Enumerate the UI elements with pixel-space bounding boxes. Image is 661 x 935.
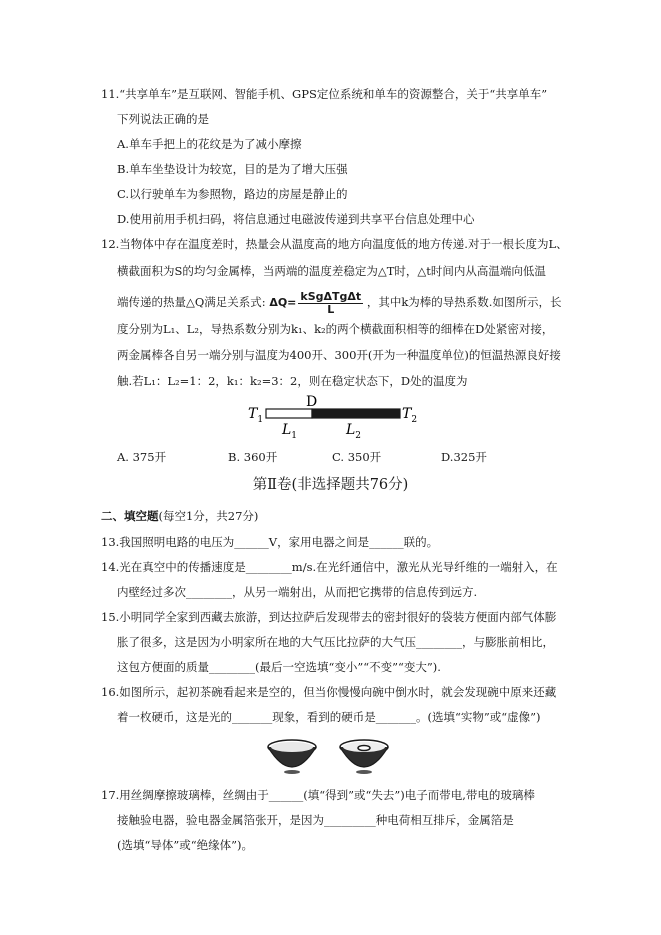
q12-line-2: 横截面积为S的均匀金属棒，当两端的温度差稳定为△T时，△t时间内从高温端向低温 (117, 264, 546, 278)
q12-line-3-after: ，其中k为棒的导热系数.如图所示，长 (366, 295, 562, 309)
q12-choice-c: C. 350开 (332, 450, 382, 464)
q11-stem-line-2: 下列说法正确的是 (117, 112, 209, 126)
rod-l2-segment (312, 409, 400, 418)
label-t1: $T_1$ (248, 406, 264, 425)
empty-bowl (268, 740, 316, 774)
coin-icon (358, 746, 370, 751)
label-t2: $T_2$ (402, 406, 418, 425)
fill-section-heading (101, 508, 258, 524)
q16-line-1: 16.如图所示，起初茶碗看起来是空的，但当你慢慢向碗中倒水时，就会发现碗中原来还藏 (101, 685, 557, 699)
formula-numerator: kSgΔTgΔt (300, 289, 362, 303)
q17-line-2: 接触验电器，验电器金属箔张开，是因为_________种电荷相互排斥，金属箔是 (117, 813, 514, 827)
rod-diagram (244, 394, 424, 440)
formula-denominator: L (327, 302, 335, 316)
q11-option-b: B.单车坐垫设计为较宽，目的是为了增大压强 (117, 162, 348, 176)
q15-line-1: 15.小明同学全家到西藏去旅游，到达拉萨后发现带去的密封很好的袋装方便面内部气体膨 (101, 610, 557, 624)
q12-line-3 (117, 289, 561, 316)
q14-line-1: 14.光在真空中的传播速度是________m/s.在光纤通信中，激光从光导纤维的一端射入，在 (101, 560, 558, 574)
q12-line-6: 触.若L₁：L₂=1：2，k₁：k₂=3：2，则在稳定状态下，D处的温度为 (117, 374, 468, 388)
q12-line-5: 两金属棒各自另一端分别与温度为400开、300开(开为一种温度单位)的恒温热源良好接 (117, 348, 561, 362)
fill-heading-note: (每空1分，共27分) (158, 509, 259, 523)
q12-line-1: 12.当物体中存在温度差时，热量会从温度高的地方向温度低的地方传递.对于一根长度为L、 (101, 237, 568, 251)
bowl-with-water (340, 740, 388, 774)
q11-option-d: D.使用前用手机扫码，将信息通过电磁波传递到共享平台信息处理中心 (117, 212, 475, 226)
q12-line-4: 度分别为L₁、L₂，导热系数分别为k₁、k₂的两个横截面积相等的细棒在D处紧密对接， (117, 322, 554, 336)
bowls-illustration (262, 735, 402, 777)
q11-option-a: A.单车手把上的花纹是为了减小摩擦 (117, 137, 302, 151)
q13-line: 13.我国照明电路的电压为______V，家用电器之间是______联的。 (101, 535, 439, 549)
heat-formula (269, 290, 363, 316)
q11-stem-line-1: 11.“共享单车”是互联网、智能手机、GPS定位系统和单车的资源整合，关于“共享单车” (101, 87, 548, 101)
q12-choice-d: D.325开 (441, 450, 487, 464)
q15-line-2: 胀了很多，这是因为小明家所在地的大气压比拉萨的大气压________，与膨胀前相比， (117, 635, 554, 649)
rod-l1-segment (266, 409, 312, 418)
label-l2: $L_2$ (346, 422, 362, 440)
q12-choice-a: A. 375开 (117, 450, 167, 464)
label-d: D (306, 394, 318, 410)
q17-line-3: (选填“导体”或“绝缘体”)。 (117, 838, 253, 852)
q12-line-3-before: 端传递的热量△Q满足关系式: (117, 295, 266, 309)
fill-heading-label: 二、填空题 (101, 509, 159, 523)
q15-line-3: 这包方便面的质量________(最后一空选填“变小”“不变”“变大”). (117, 660, 441, 674)
formula-lhs: ΔQ= (269, 296, 297, 309)
section-2-title: 第Ⅱ卷(非选择题共76分) (252, 477, 409, 493)
q11-option-c: C.以行驶单车为参照物，路边的房屋是静止的 (117, 187, 348, 201)
q14-line-2: 内壁经过多次________，从另一端射出，从而把它携带的信息传到远方. (117, 585, 478, 599)
q17-line-1: 17.用丝绸摩擦玻璃棒，丝绸由于______(填“得到”或“失去”)电子而带电,带电的玻璃棒 (101, 788, 535, 802)
formula-fraction (298, 291, 363, 316)
q16-line-2: 着一枚硬币，这是光的_______现象，看到的硬币是_______。(选填“实物”或“虚像”) (117, 710, 541, 724)
label-l1: $L_1$ (282, 422, 298, 440)
q12-choice-b: B. 360开 (228, 450, 278, 464)
